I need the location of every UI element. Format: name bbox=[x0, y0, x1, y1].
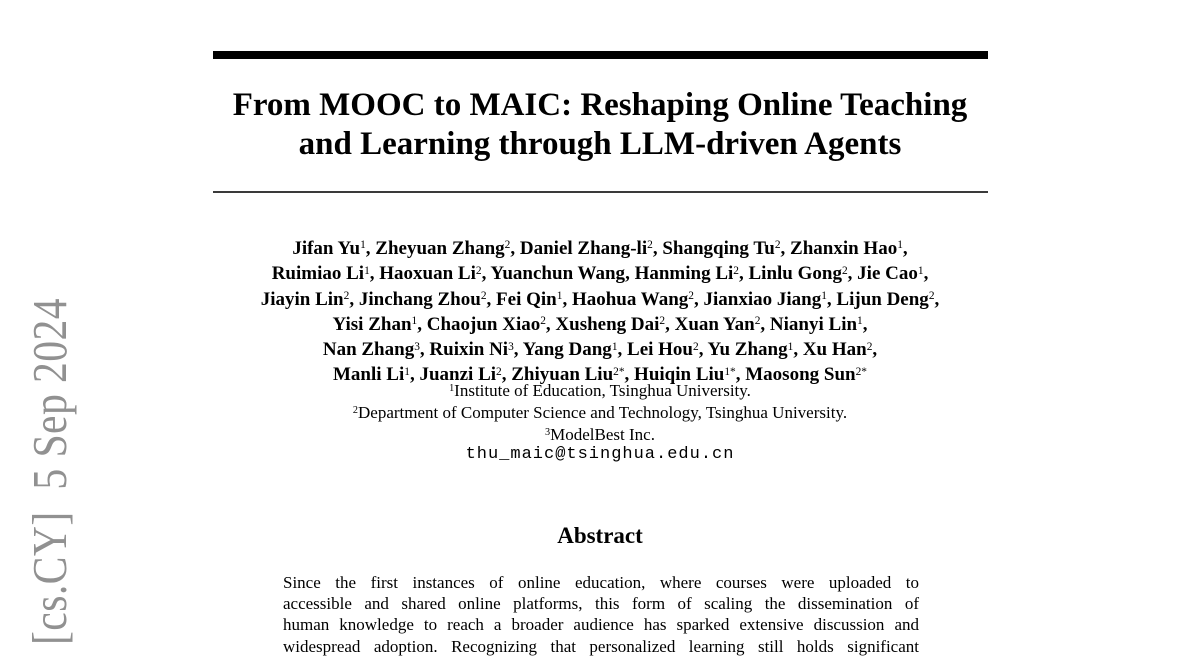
author-line: Yisi Zhan$^1$, Chaojun Xiao$^2$, Xusheng Dai$^2$, Xuan Yan$^2$, Nianyi Lin$^1$, bbox=[332, 313, 868, 335]
abstract-line: widespread adoption. Recognizing that personalized learning still holds significant bbox=[283, 636, 919, 656]
contact-email: thu_maic@tsinghua.edu.cn bbox=[465, 445, 735, 464]
arxiv-stamp: [cs.CY] 5 Sep 2024 bbox=[22, 297, 77, 645]
author-line: Ruimiao Li$^1$, Haoxuan Li$^2$, Yuanchun Wang, Hanming Li$^2$, Linlu Gong$^2$, Jie Cao$^1$, bbox=[271, 263, 929, 285]
paper-title-line2: and Learning through LLM-driven Agents bbox=[298, 126, 902, 162]
author-line: Manli Li$^1$, Juanzi Li$^2$, Zhiyuan Liu$^{2*}$, Huiqin Liu$^{1*}$, Maosong Sun$^{2*}$ bbox=[333, 364, 867, 386]
abstract-heading: Abstract bbox=[557, 523, 643, 548]
author-line: Jiayin Lin$^2$, Jinchang Zhou$^2$, Fei Qin$^1$, Haohua Wang$^2$, Jianxiao Jiang$^1$, Lijun Deng$^2$, bbox=[260, 288, 940, 310]
abstract-line: Since the first instances of online education, where courses were uploaded to bbox=[283, 573, 919, 592]
affiliation-line: $^3$ModelBest Inc. bbox=[545, 425, 655, 444]
affiliation-block bbox=[0, 380, 1200, 446]
abstract-text bbox=[283, 572, 919, 657]
title-rule-bottom bbox=[213, 191, 988, 193]
affiliation-line: $^2$Department of Computer Science and Technology, Tsinghua University. bbox=[352, 403, 848, 422]
author-block bbox=[0, 236, 1200, 388]
title-rule-top bbox=[213, 51, 988, 59]
abstract-line: accessible and shared online platforms, this form of scaling the dissemination of bbox=[283, 594, 919, 614]
abstract-line: human knowledge to reach a broader audience has sparked extensive discussion and bbox=[283, 615, 919, 635]
paper-title-line1: From MOOC to MAIC: Reshaping Online Teaching bbox=[232, 87, 968, 123]
paper-title bbox=[0, 86, 1200, 164]
affiliation-line: $^1$Institute of Education, Tsinghua University. bbox=[449, 381, 751, 400]
author-line: Nan Zhang$^3$, Ruixin Ni$^3$, Yang Dang$^1$, Lei Hou$^2$, Yu Zhang$^1$, Xu Han$^2$, bbox=[322, 339, 878, 361]
author-line: Jifan Yu$^1$, Zheyuan Zhang$^2$, Daniel Zhang-$li^2$, Shangqing Tu$^2$, Zhanxin Hao$^1$, bbox=[292, 238, 908, 259]
